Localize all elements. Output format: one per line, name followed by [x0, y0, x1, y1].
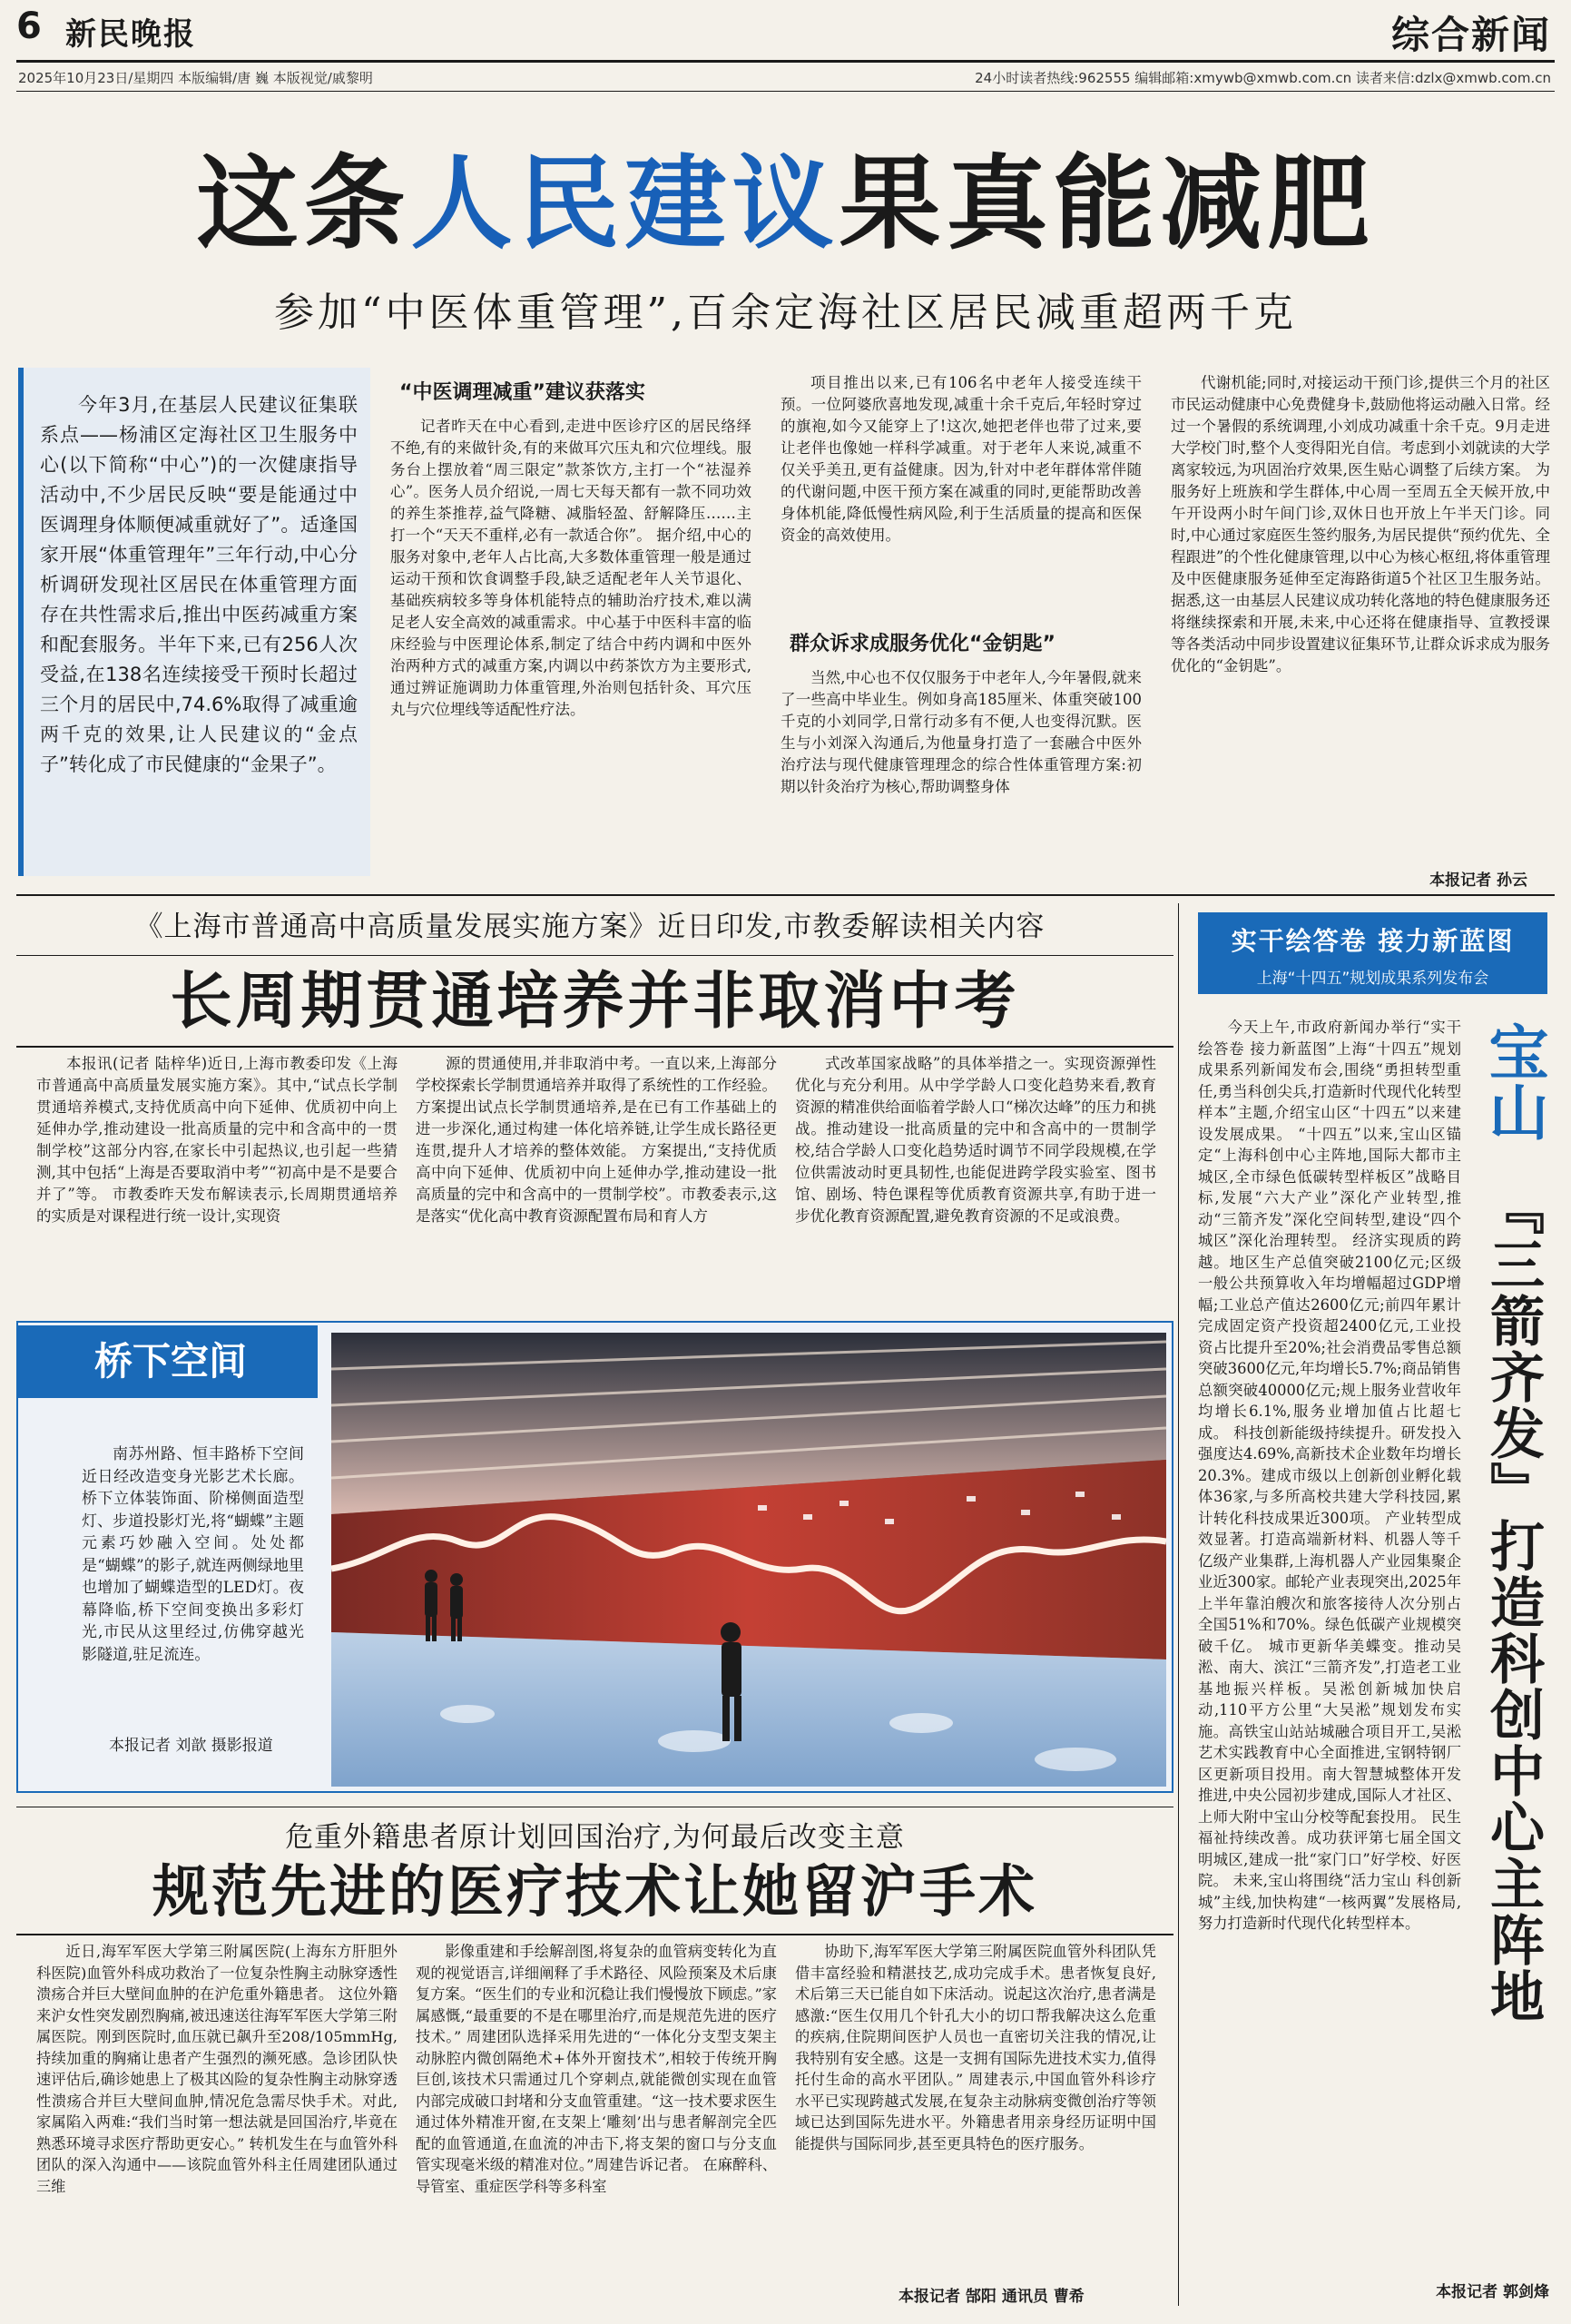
paper-name: 新民晚报	[65, 16, 196, 53]
story3-headline: 规范先进的医疗技术让她留沪手术	[152, 1858, 1037, 1925]
section-title: 综合新闻	[1390, 13, 1551, 57]
sidebar-banner-sub: 上海“十四五”规划成果系列发布会	[1256, 970, 1489, 988]
sidebar-text: 今天上午,市政府新闻办举行“实干绘答卷 接力新蓝图”上海“十四五”规划成果系列新闻发布会,围绕“勇担转型重任,勇当科创尖兵,打造新时代现代化转型样本”主题,介绍宝山区“十四五”以来建设发展成果。 “十四五”以来,宝山区锚定“上海科创中心主阵地,国际大都市主城区,全市绿色低碳转型样板区”战略目标,发展“六大产业”深化产业转型,推动“三箭齐发”深化空间转型,建设“四个城区”深化治理转型。 经济实现质的跨越。地区生产总值突破2100亿元;区级一般公共预算收入年均增幅超过GDP增幅;工业总产值达2600亿元;前四年累计完成固定资产投资超2400亿元,工业投资占比提升至20%;社会消费品零售总额突破3600亿元,年均增长5.7%;商品销售总额突破40000亿元;规上服务业营收年均增长6.1%,服务业增加值占比超七成。 科技创新能级持续提升。研发投入强度达4.69%,高新技术企业数年均增长20.3%。建成市级以上创新创业孵化载体36家,与多所高校共建大学科技园,累计转化科技成果近300项。 产业转型成效显著。打造高端新材料、机器人等千亿级产业集群,上海机器人产业园集聚企业近300家。邮轮产业表现突出,2025年上半年靠泊艘次和旅客接待人次分别占全国51%和70%。绿色低碳产业规模突破千亿。 城市更新华美蝶变。推动吴淞、南大、滨江“三箭齐发”,打造老工业基地振兴样板。吴淞创新城加快启动,110平方公里“大吴淞”规划发布实施。高铁宝山站站城融合项目开工,吴淞艺术实践教育中心全面推进,宝钢特钢厂区更新项目投用。南大智慧城整体开发推进,中央公园初步建成,国际人才社区、上师大附中宝山分校等配套投用。 民生福祉持续改善。成功获评第七届全国文明城区,建成一批“家门口”好学校、好医院。 未来,宝山将围绕“活力宝山 科创新城”主线,加快构建“一核两翼”发展格局,努力打造新时代现代化转型样本。	[1198, 1019, 1461, 1932]
story1-col2: 记者昨天在中心看到,走进中医诊疗区的居民络绎不绝,有的来做针灸,有的来做耳穴压丸和穴位埋线。服务台上摆放着“周三限定”款茶饮方,主打一个“祛湿养心”。医务人员介绍说,一周七天每天都有一款不同功效的养生茶推荐,益气降糖、减脂轻盈、舒解降压……主打一个“天天不重样,必有一款适合你”。 据介绍,中心的服务对象中,老年人占比高,大多数体重管理一般是通过运动干预和饮食调整手段,缺乏适配老年人关节退化、基础疾病较多等身体机能特点的辅助治疗技术,难以满足老人安全高效的减重需求。中心基于中医科丰富的临床经验与中医理论体系,制定了结合中药内调和中医外治两种方式的减重方案,内调以中药茶饮方为主要形式,通过辨证施调助力体重管理,外治则包括针灸、耳穴压丸与穴位埋线等适配性疗法。	[390, 418, 751, 718]
photo-caption: 南苏州路、恒丰路桥下空间近日经改造变身光影艺术长廊。桥下立体装饰面、阶梯侧面造型灯、步道投影灯光,将“蝴蝶”主题元素巧妙融入空间。处处都是“蝴蝶”的影子,就连两侧绿地里也增加了蝴蝶造型的LED灯。夜幕降临,桥下空间变换出多彩灯光,市民从这里经过,仿佛穿越光影隧道,驻足流连。	[82, 1445, 304, 1664]
story1-subheadline: 参加“中医体重管理”,百余定海社区居民减重超两千克	[274, 290, 1297, 336]
story2-col3: 式改革国家战略”的具体举措之一。实现资源弹性优化与充分利用。从中学学龄人口变化趋势来看,教育资源的精准供给面临着学龄人口“梯次达峰”的压力和挑战。推动建设一批高质量的完中和含高中的一贯制学校,结合学龄人口变化趋势适时调节不同学段规模,在学位供需波动时更具韧性,也能促进跨学段实验室、图书馆、剧场、特色课程等优质教育资源共享,有助于进一步优化教育资源配置,避免教育资源的不足或浪费。	[795, 1055, 1156, 1225]
sidebar-byline: 本报记者 郭剑烽	[1436, 2283, 1549, 2301]
story2-col2: 源的贯通使用,并非取消中考。一直以来,上海部分学校探索长学制贯通培养并取得了系统性的工作经验。方案提出试点长学制贯通培养,是在已有工作基础上的进一步深化,通过构建一体化培养链,让学生成长路径更连贯,提升人才培养的整体效能。 方案提出,“支持优质高中向下延伸、优质初中向上延伸办学,推动建设一批高质量的完中和含高中的一贯制学校”。市教委表示,这是落实“优化高中教育资源配置布局和育人方	[416, 1055, 777, 1225]
story1-lead: 今年3月,在基层人民建议征集联系点——杨浦区定海社区卫生服务中心(以下简称“中心”)的一次健康指导活动中,不少居民反映“要是能通过中医调理身体顺便减重就好了”。适逢国家开展“体重管理年”三年行动,中心分析调研发现社区居民在体重管理方面存在共性需求后,推出中医药减重方案和配套服务。半年下来,已有256人次受益,在138名连续接受干预时长超过三个月的居民中,74.6%取得了减重逾两千克的效果,让人民建议的“金点子”转化成了市民健康的“金果子”。	[40, 394, 358, 775]
story1-section2-title: 群众诉求成服务优化“金钥匙”	[790, 633, 1056, 655]
story1-section1-title: “中医调理减重”建议获落实	[399, 381, 645, 404]
dateline: 2025年10月23日/星期四 本版编辑/唐 巍 本版视觉/戚黎明	[18, 70, 373, 86]
story1-col3: 项目推出以来,已有106名中老年人接受连续干预。一位阿婆欣喜地发现,减重十余千克后,年轻时穿过的旗袍,如今又能穿上了!这次,她把老伴也带了过来,要让老伴也像她一样科学减重。对于老年人来说,减重不仅关乎美丑,更有益健康。因为,针对中老年群体常伴随的代谢问题,中医干预方案在减重的同时,更能帮助改善身体机能,降低慢性病风险,利于生活质量的提高和医保资金的高效使用。	[781, 374, 1142, 544]
story1-byline: 本报记者 孙云	[1429, 872, 1527, 890]
photo-label: 桥下空间	[18, 1325, 318, 1398]
masthead-rule	[16, 60, 1555, 63]
sidebar-banner	[1198, 912, 1547, 994]
story3-rule	[16, 1934, 1173, 1935]
sidebar-district: 宝山	[1478, 1021, 1548, 1141]
story3-col2: 影像重建和手绘解剖图,将复杂的血管病变转化为直观的视觉语言,详细阐释了手术路径、风险预案及术后康复方案。“医生们的专业和沉稳让我们慢慢放下顾虑。”家属感慨,“最重要的不是在哪里治疗,而是规范先进的医疗技术。” 周建团队选择采用先进的“一体化分支型支架主动脉腔内微创隔绝术+体外开窗技术”,相较于传统开胸巨创,该技术只需通过几个穿刺点,就能微创实现在血管内部完成破口封堵和分支血管重建。“这一技术要求医生通过体外精准开窗,在支架上‘雕刻’出与患者解剖完全匹配的血管通道,在血流的冲击下,将支架的窗口与分支血管实现毫米级的精准对位。”周建告诉记者。 在麻醉科、导管室、重症医学科等多科室	[416, 1943, 777, 2195]
story1-headline: 这条人民建议果真能减肥	[196, 145, 1375, 263]
story2-col1: 本报讯(记者 陆梓华)近日,上海市教委印发《上海市普通高中高质量发展实施方案》。其中,“试点长学制贯通培养模式,支持优质高中向下延伸、优质初中向上延伸办学,推动建设一批高质量的完中和含高中的一贯制学校”这部分内容,在家长中引起热议,也引起一些猜测,其中包括“上海是否要取消中考”“初高中是不是要合并了”等。 市教委昨天发布解读表示,长周期贯通培养的实质是对课程进行统一设计,实现资	[36, 1055, 398, 1225]
photo-credit: 本报记者 刘歆 摄影报道	[109, 1737, 273, 1755]
story1-col3b: 当然,中心也不仅仅服务于中老年人,今年暑假,就来了一些高中毕业生。例如身高185厘米、体重突破100千克的小刘同学,日常行动多有不便,人也变得沉默。医生与小刘深入沟通后,为他量身打造了一套融合中医外治疗法与现代健康管理理念的综合性体重管理方案:初期以针灸治疗为核心,帮助调整身体	[781, 669, 1142, 795]
story2-rule-top	[16, 955, 1173, 956]
contact-info: 24小时读者热线:962555 编辑邮箱:xmywb@xmwb.com.cn 读者来信:dzlx@xmwb.com.cn	[975, 70, 1551, 86]
story3-col1: 近日,海军军医大学第三附属医院(上海东方肝胆外科医院)血管外科成功救治了一位复杂性胸主动脉穿透性溃疡合并巨大壁间血肿的在沪危重外籍患者。 这位外籍来沪女性突发剧烈胸痛,被迅速送往海军军医大学第三附属医院。刚到医院时,血压就已飙升至208/105mmHg,持续加重的胸痛让患者产生强烈的濒死感。急诊团队快速评估后,确诊她患上了极其凶险的复杂性胸主动脉穿透性溃疡合并巨大壁间血肿,情况危急需尽快手术。对此,家属陷入两难:“我们当时第一想法就是回国治疗,毕竟在熟悉环境寻求医疗帮助更安心。” 转机发生在与血管外科团队的深入沟通中——该院血管外科主任周建团队通过三维	[36, 1943, 398, 2195]
bridge-underpass-photo	[331, 1333, 1166, 1787]
story1-bottom-rule	[16, 894, 1555, 896]
sidebar-headline: 『三箭齐发』打造科创中心主阵地	[1481, 1180, 1545, 2024]
page-number: 6	[16, 5, 42, 47]
sidebar-banner-title: 实干绘答卷 接力新蓝图	[1231, 926, 1515, 956]
story3-byline: 本报记者 郜阳 通讯员 曹希	[898, 2288, 1085, 2306]
story3-kicker: 危重外籍患者原计划回国治疗,为何最后改变主意	[285, 1821, 905, 1854]
story2-kicker: 《上海市普通高中高质量发展实施方案》近日印发,市教委解读相关内容	[134, 911, 1046, 943]
story1-col4: 代谢机能;同时,对接运动干预门诊,提供三个月的社区市民运动健康中心免费健身卡,鼓励他将运动融入日常。经过一个暑假的系统调理,小刘成功减重十余千克。9月走进大学校门时,整个人变得阳光自信。考虑到小刘就读的大学离家较远,为巩固治疗效果,医生贴心调整了后续方案。 为服务好上班族和学生群体,中心周一至周五全天候开放,中午开设两小时午间门诊,双休日也开放上午半天门诊。同时,中心通过家庭医生签约服务,为居民提供“预约优先、全程跟进”的个性化健康管理,以中心为核心枢纽,将体重管理及中医健康服务延伸至定海路街道5个社区卫生服务站。 据悉,这一由基层人民建议成功转化落地的特色健康服务还将继续探索和开展,未来,中心还将在健康指导、宣教授课等各类活动中同步设置建议征集环节,让群众诉求成为服务优化的“金钥匙”。	[1171, 374, 1550, 675]
dateline-rule	[16, 91, 1555, 92]
story2-headline: 长周期贯通培养并非取消中考	[170, 966, 1020, 1038]
story2-rule-bottom	[16, 1046, 1173, 1048]
story3-col3: 协助下,海军军医大学第三附属医院血管外科团队凭借丰富经验和精湛技艺,成功完成手术。患者恢复良好,术后第三天已能自如下床活动。说起这次治疗,患者满是感激:“医生仅用几个针孔大小的切口帮我解决这么危重的疾病,住院期间医护人员也一直密切关注我的情况,让我特别有安全感。这是一支拥有国际先进技术实力,值得托付生命的高水平团队。” 周建表示,中国血管外科诊疗水平已实现跨越式发展,在复杂主动脉病变微创治疗等领域已达到国际先进水平。外籍患者用亲身经历证明中国能提供与国际同步,甚至更具特色的医疗服务。	[795, 1943, 1156, 2152]
sidebar-divider	[1178, 903, 1179, 2306]
